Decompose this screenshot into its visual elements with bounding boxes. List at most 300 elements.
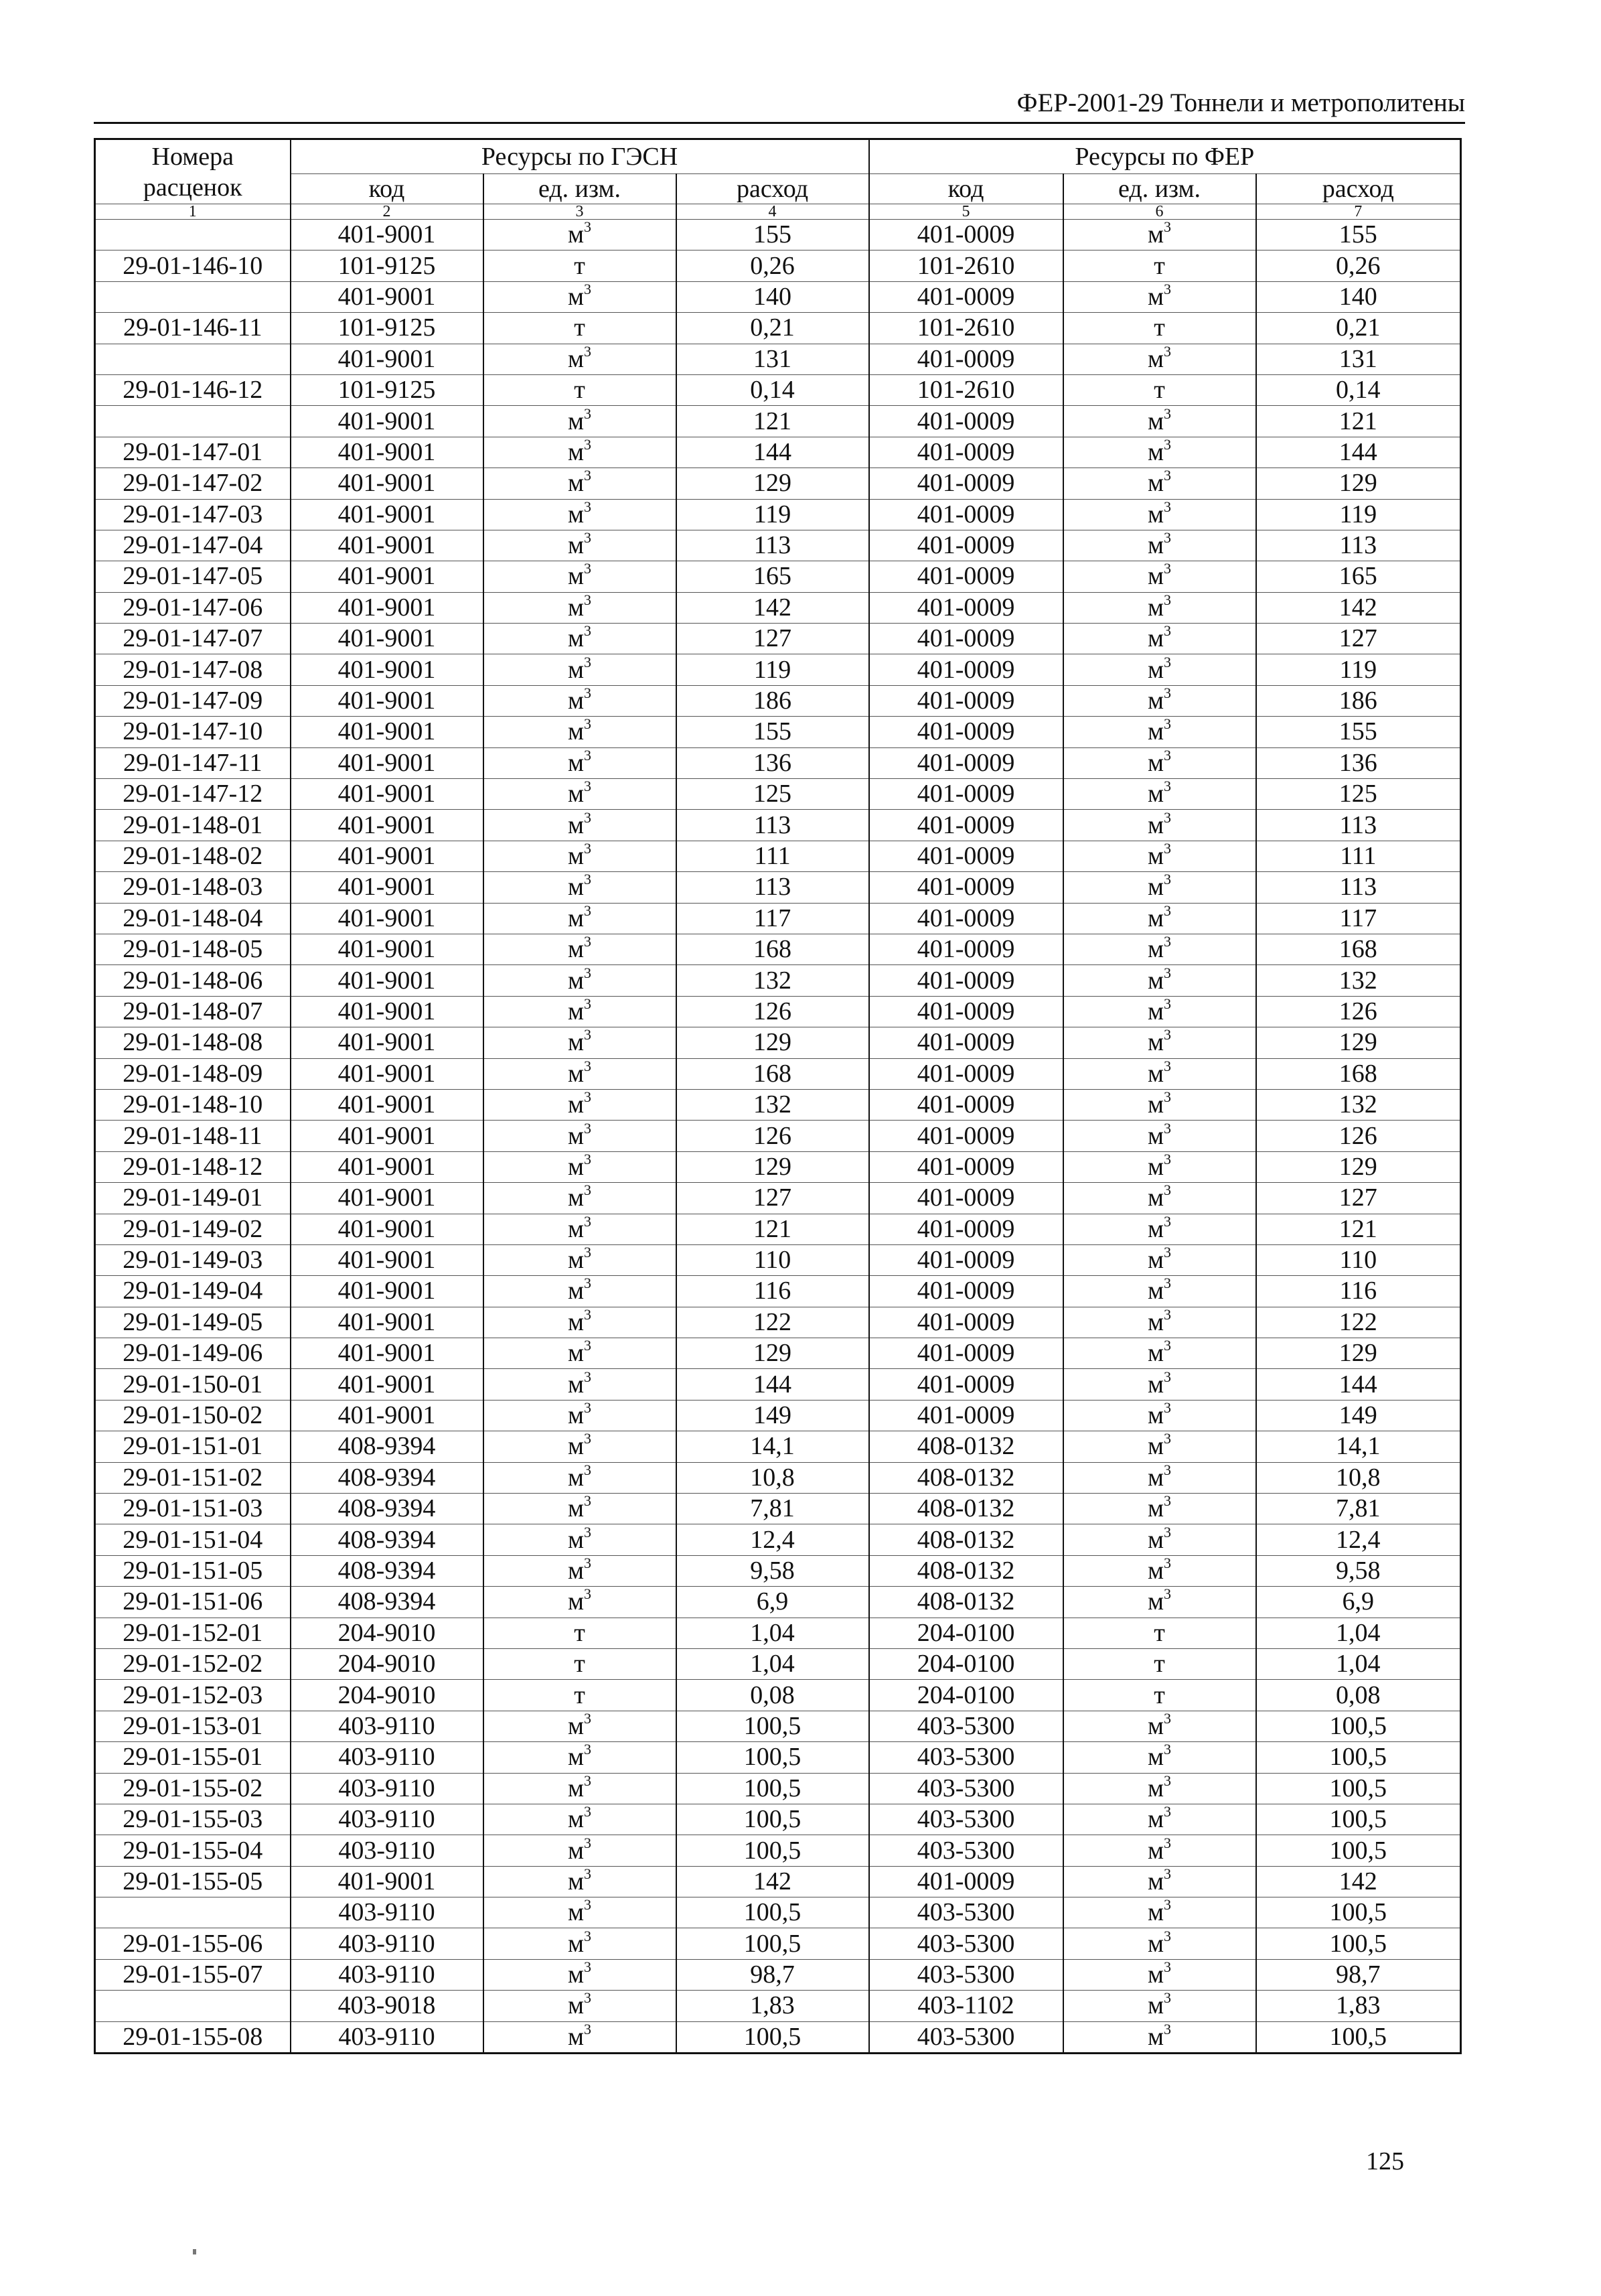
gesn-unit-cell bbox=[483, 1183, 676, 1214]
gesn-unit-text: м bbox=[567, 873, 585, 902]
gesn-unit-text: м bbox=[567, 997, 585, 1025]
gesn-consumption-text: 129 bbox=[753, 1152, 792, 1181]
unit-exponent: 3 bbox=[584, 1866, 592, 1882]
gesn-consumption-cell bbox=[676, 499, 869, 530]
gesn-consumption-text: 9,58 bbox=[750, 1556, 795, 1585]
unit-exponent: 3 bbox=[1164, 592, 1172, 608]
unit-exponent: 3 bbox=[1164, 903, 1172, 919]
gesn-consumption-text: 129 bbox=[753, 1028, 792, 1057]
gesn-unit-text: м bbox=[567, 562, 585, 591]
fer-consumption-text: 132 bbox=[1339, 1090, 1377, 1119]
gesn-consumption-cell bbox=[676, 313, 869, 344]
gesn-code-text: 204-9010 bbox=[337, 1650, 436, 1678]
gesn-code-text: 401-9001 bbox=[337, 687, 436, 715]
fer-unit-text: м bbox=[1148, 1121, 1164, 1150]
unit-exponent: 3 bbox=[584, 1586, 592, 1603]
rate-number-text: 29-01-147-10 bbox=[123, 717, 263, 746]
fer-consumption-cell bbox=[1256, 1648, 1461, 1679]
gesn-unit-cell bbox=[483, 872, 676, 903]
fer-consumption-text: 7,81 bbox=[1336, 1494, 1381, 1523]
gesn-code-text: 401-9001 bbox=[337, 748, 436, 777]
gesn-consumption-text: 110 bbox=[753, 1246, 791, 1275]
rate-number-cell bbox=[95, 1027, 291, 1058]
table-row bbox=[95, 1959, 1461, 1990]
gesn-consumption-text: 132 bbox=[753, 1090, 792, 1119]
fer-unit-text: м bbox=[1148, 407, 1164, 435]
gesn-code-text: 401-9001 bbox=[337, 873, 436, 902]
gesn-unit-cell bbox=[483, 1959, 676, 1990]
fer-code-text: 403-5300 bbox=[917, 2022, 1015, 2051]
fer-unit-text: м bbox=[1148, 748, 1164, 777]
gesn-code-cell bbox=[291, 965, 483, 996]
fer-consumption-text: 149 bbox=[1339, 1401, 1377, 1430]
gesn-unit-cell bbox=[483, 281, 676, 312]
table-row bbox=[95, 1711, 1461, 1741]
column-number: 4 bbox=[676, 204, 869, 220]
fer-consumption-cell bbox=[1256, 872, 1461, 903]
fer-consumption-cell bbox=[1256, 1959, 1461, 1990]
gesn-code-text: 403-9110 bbox=[338, 1743, 435, 1772]
table-row bbox=[95, 1587, 1461, 1618]
unit-exponent: 3 bbox=[584, 437, 592, 453]
table-row bbox=[95, 1991, 1461, 2021]
header-row-groups bbox=[95, 139, 1461, 174]
gesn-code-text: 401-9001 bbox=[337, 500, 436, 528]
rate-number-cell bbox=[95, 1742, 291, 1773]
gesn-code-cell bbox=[291, 1307, 483, 1338]
fer-unit-text: м bbox=[1148, 1339, 1164, 1368]
gesn-unit-cell bbox=[483, 1214, 676, 1244]
gesn-unit-text: м bbox=[567, 1401, 585, 1430]
gesn-consumption-text: 1,83 bbox=[750, 1991, 795, 2020]
gesn-unit-text: м bbox=[567, 1028, 585, 1057]
gesn-unit-cell bbox=[483, 1058, 676, 1089]
unit-exponent: 3 bbox=[584, 1275, 592, 1292]
fer-unit-text: м bbox=[1148, 1898, 1164, 1927]
gesn-unit-cell bbox=[483, 903, 676, 934]
gesn-code-text: 401-9001 bbox=[337, 904, 436, 932]
gesn-code-text: 408-9394 bbox=[337, 1463, 436, 1492]
fer-consumption-cell bbox=[1256, 1928, 1461, 1959]
fer-code-text: 204-0100 bbox=[917, 1650, 1015, 1678]
rate-number-cell bbox=[95, 1276, 291, 1307]
gesn-consumption-cell bbox=[676, 1183, 869, 1214]
gesn-consumption-text: 122 bbox=[753, 1307, 792, 1336]
fer-unit-cell bbox=[1063, 374, 1256, 405]
gesn-code-cell bbox=[291, 2021, 483, 2053]
gesn-consumption-cell bbox=[676, 530, 869, 561]
gesn-unit-cell bbox=[483, 437, 676, 468]
gesn-unit-text: т bbox=[574, 251, 585, 280]
gesn-unit-cell bbox=[483, 717, 676, 747]
fer-unit-cell bbox=[1063, 1524, 1256, 1555]
rate-number-text: 29-01-150-01 bbox=[123, 1370, 263, 1398]
unit-exponent: 3 bbox=[584, 1524, 592, 1540]
fer-code-text: 401-0009 bbox=[917, 1370, 1015, 1398]
unit-exponent: 3 bbox=[1164, 1741, 1172, 1758]
fer-consumption-text: 126 bbox=[1339, 997, 1377, 1025]
unit-exponent: 3 bbox=[1164, 809, 1172, 826]
page-number: 125 bbox=[1366, 2147, 1404, 2175]
fer-code-text: 401-0009 bbox=[917, 562, 1015, 591]
gesn-code-cell bbox=[291, 561, 483, 592]
fer-code-cell bbox=[869, 1214, 1063, 1244]
gesn-unit-text: м bbox=[567, 1929, 585, 1958]
fer-unit-cell bbox=[1063, 1214, 1256, 1244]
gesn-consumption-text: 119 bbox=[753, 655, 791, 684]
rate-number-text: 29-01-155-08 bbox=[123, 2022, 263, 2051]
rate-number-cell bbox=[95, 313, 291, 344]
fer-code-cell bbox=[869, 281, 1063, 312]
fer-unit-text: м bbox=[1148, 904, 1164, 932]
fer-code-cell bbox=[869, 1058, 1063, 1089]
rate-number-text: 29-01-148-06 bbox=[123, 966, 263, 995]
unit-exponent: 3 bbox=[1164, 841, 1172, 857]
fer-code-cell bbox=[869, 1431, 1063, 1462]
fer-code-cell bbox=[869, 779, 1063, 810]
table-row bbox=[95, 717, 1461, 747]
gesn-unit-text: м bbox=[567, 1059, 585, 1088]
table-row bbox=[95, 872, 1461, 903]
fer-code-text: 401-0009 bbox=[917, 1183, 1015, 1212]
gesn-code-cell bbox=[291, 499, 483, 530]
unit-exponent: 3 bbox=[1164, 1524, 1172, 1540]
table-row bbox=[95, 1804, 1461, 1835]
fer-code-header: код bbox=[869, 174, 1063, 204]
table-row bbox=[95, 1524, 1461, 1555]
table-row bbox=[95, 1276, 1461, 1307]
unit-exponent: 3 bbox=[584, 405, 592, 422]
rate-number-text: 29-01-147-12 bbox=[123, 780, 263, 808]
fer-unit-cell bbox=[1063, 1711, 1256, 1741]
gesn-consumption-cell bbox=[676, 2021, 869, 2053]
fer-code-cell bbox=[869, 1897, 1063, 1928]
gesn-consumption-cell bbox=[676, 872, 869, 903]
rate-number-text: 29-01-149-05 bbox=[123, 1307, 263, 1336]
fer-code-text: 401-0009 bbox=[917, 966, 1015, 995]
unit-exponent: 3 bbox=[1164, 1400, 1172, 1417]
fer-consumption-cell bbox=[1256, 965, 1461, 996]
gesn-code-text: 403-9110 bbox=[338, 1960, 435, 1989]
gesn-consumption-text: 0,21 bbox=[750, 313, 795, 342]
fer-unit-cell bbox=[1063, 1991, 1256, 2021]
fer-consumption-cell bbox=[1256, 624, 1461, 654]
fer-unit-cell bbox=[1063, 281, 1256, 312]
gesn-consumption-text: 119 bbox=[753, 500, 791, 528]
fer-code-text: 408-0132 bbox=[917, 1587, 1015, 1616]
gesn-consumption-cell bbox=[676, 1494, 869, 1524]
fer-code-cell bbox=[869, 1524, 1063, 1555]
fer-unit-cell bbox=[1063, 1058, 1256, 1089]
rate-number-text: 29-01-148-04 bbox=[123, 904, 263, 932]
gesn-unit-cell bbox=[483, 1431, 676, 1462]
gesn-consumption-text: 111 bbox=[754, 842, 791, 870]
fer-unit-text: м bbox=[1148, 1929, 1164, 1958]
rate-number-cell bbox=[95, 1587, 291, 1618]
rate-number-text: 29-01-149-06 bbox=[123, 1339, 263, 1368]
fer-unit-text: м bbox=[1148, 687, 1164, 715]
gesn-consumption-text: 121 bbox=[753, 1214, 792, 1243]
gesn-consumption-text: 127 bbox=[753, 624, 792, 653]
gesn-unit-cell bbox=[483, 1587, 676, 1618]
gesn-consumption-text: 100,5 bbox=[743, 1774, 802, 1802]
fer-code-text: 204-0100 bbox=[917, 1618, 1015, 1647]
unit-exponent: 3 bbox=[1164, 1928, 1172, 1944]
gesn-code-cell bbox=[291, 313, 483, 344]
gesn-consumption-cell bbox=[676, 1711, 869, 1741]
fer-unit-cell bbox=[1063, 1244, 1256, 1275]
fer-unit-cell bbox=[1063, 1431, 1256, 1462]
fer-consumption-text: 119 bbox=[1339, 655, 1377, 684]
unit-exponent: 3 bbox=[1164, 1027, 1172, 1044]
unit-exponent: 3 bbox=[584, 1741, 592, 1758]
table-row bbox=[95, 2021, 1461, 2053]
gesn-consumption-text: 129 bbox=[753, 469, 792, 498]
unit-exponent: 3 bbox=[584, 1120, 592, 1137]
fer-consumption-text: 121 bbox=[1339, 407, 1377, 435]
gesn-unit-text: м bbox=[567, 810, 585, 839]
gesn-unit-cell bbox=[483, 1121, 676, 1151]
fer-unit-cell bbox=[1063, 313, 1256, 344]
rate-number-cell bbox=[95, 872, 291, 903]
table-row bbox=[95, 1773, 1461, 1804]
fer-consumption-text: 113 bbox=[1339, 531, 1377, 560]
fer-consumption-text: 100,5 bbox=[1329, 1929, 1387, 1958]
fer-code-cell bbox=[869, 747, 1063, 778]
rate-number-cell bbox=[95, 1089, 291, 1120]
table-row bbox=[95, 685, 1461, 716]
fer-code-text: 403-5300 bbox=[917, 1898, 1015, 1927]
fer-unit-text: м bbox=[1148, 1401, 1164, 1430]
table-row bbox=[95, 779, 1461, 810]
fer-unit-cell bbox=[1063, 1555, 1256, 1586]
gesn-code-cell bbox=[291, 779, 483, 810]
fer-code-text: 101-2610 bbox=[917, 376, 1015, 405]
rate-number-text: 29-01-148-11 bbox=[123, 1121, 262, 1150]
fer-consumption-cell bbox=[1256, 313, 1461, 344]
fer-unit-cell bbox=[1063, 530, 1256, 561]
fer-code-text: 401-0009 bbox=[917, 1307, 1015, 1336]
fer-consumption-text: 100,5 bbox=[1329, 2022, 1387, 2051]
gesn-consumption-cell bbox=[676, 220, 869, 250]
gesn-unit-text: м bbox=[567, 1277, 585, 1305]
table-row bbox=[95, 1494, 1461, 1524]
fer-consumption-cell bbox=[1256, 437, 1461, 468]
unit-exponent: 3 bbox=[1164, 468, 1172, 484]
unit-exponent: 3 bbox=[584, 903, 592, 919]
gesn-unit-text: м bbox=[567, 1090, 585, 1119]
unit-exponent: 3 bbox=[1164, 871, 1172, 888]
rate-number-cell bbox=[95, 1431, 291, 1462]
fer-code-cell bbox=[869, 1462, 1063, 1493]
fer-code-cell bbox=[869, 1742, 1063, 1773]
fer-consumption-cell bbox=[1256, 1711, 1461, 1741]
fer-unit-cell bbox=[1063, 996, 1256, 1027]
rate-number-cell bbox=[95, 220, 291, 250]
fer-unit-text: м bbox=[1148, 2022, 1164, 2051]
gesn-consumption-cell bbox=[676, 1214, 869, 1244]
fer-unit-cell bbox=[1063, 872, 1256, 903]
fer-unit-cell bbox=[1063, 810, 1256, 841]
fer-unit-cell bbox=[1063, 1742, 1256, 1773]
fer-consumption-cell bbox=[1256, 220, 1461, 250]
unit-exponent: 3 bbox=[584, 592, 592, 608]
fer-unit-text: м bbox=[1148, 220, 1164, 249]
fer-code-cell bbox=[869, 1494, 1063, 1524]
unit-exponent: 3 bbox=[1164, 437, 1172, 453]
gesn-code-text: 403-9110 bbox=[338, 1836, 435, 1865]
fer-consumption-text: 10,8 bbox=[1336, 1463, 1381, 1492]
unit-exponent: 3 bbox=[584, 1431, 592, 1447]
gesn-consumption-text: 144 bbox=[753, 437, 792, 466]
table-row bbox=[95, 1121, 1461, 1151]
gesn-code-text: 401-9001 bbox=[337, 1152, 436, 1181]
unit-exponent: 3 bbox=[1164, 654, 1172, 670]
gesn-consumption-text: 100,5 bbox=[743, 2022, 802, 2051]
table-body bbox=[95, 220, 1461, 2054]
fer-consumption-text: 0,14 bbox=[1336, 376, 1381, 405]
fer-consumption-cell bbox=[1256, 1307, 1461, 1338]
unit-exponent: 3 bbox=[584, 1493, 592, 1510]
fer-code-cell bbox=[869, 1773, 1063, 1804]
rate-number-cell bbox=[95, 1959, 291, 1990]
fer-unit-cell bbox=[1063, 1151, 1256, 1182]
fer-code-text: 401-0009 bbox=[917, 842, 1015, 870]
gesn-code-cell bbox=[291, 934, 483, 964]
fer-consumption-cell bbox=[1256, 1244, 1461, 1275]
fer-code-cell bbox=[869, 1804, 1063, 1835]
gesn-consumption-text: 149 bbox=[753, 1401, 792, 1430]
fer-unit-text: м bbox=[1148, 966, 1164, 995]
fer-code-cell bbox=[869, 1400, 1063, 1431]
fer-consumption-cell bbox=[1256, 1027, 1461, 1058]
fer-code-cell bbox=[869, 934, 1063, 964]
gesn-code-cell bbox=[291, 1648, 483, 1679]
unit-exponent: 3 bbox=[1164, 1586, 1172, 1603]
fer-code-text: 408-0132 bbox=[917, 1525, 1015, 1554]
rate-number-text: 29-01-148-12 bbox=[123, 1152, 263, 1181]
table-row bbox=[95, 1183, 1461, 1214]
gesn-unit-cell bbox=[483, 1928, 676, 1959]
gesn-consumption-cell bbox=[676, 1897, 869, 1928]
fer-unit-cell bbox=[1063, 1648, 1256, 1679]
fer-unit-text: т bbox=[1154, 1650, 1165, 1678]
fer-consumption-text: 132 bbox=[1339, 966, 1377, 995]
fer-unit-text: м bbox=[1148, 1307, 1164, 1336]
unit-exponent: 3 bbox=[1164, 1493, 1172, 1510]
unit-exponent: 3 bbox=[1164, 2021, 1172, 2037]
fer-code-text: 101-2610 bbox=[917, 251, 1015, 280]
gesn-consumption-text: 125 bbox=[753, 780, 792, 808]
rate-number-cell bbox=[95, 592, 291, 623]
fer-consumption-text: 186 bbox=[1339, 687, 1377, 715]
fer-code-text: 401-0009 bbox=[917, 344, 1015, 373]
table-row bbox=[95, 561, 1461, 592]
gesn-code-cell bbox=[291, 1276, 483, 1307]
gesn-unit-cell bbox=[483, 344, 676, 374]
fer-code-cell bbox=[869, 654, 1063, 685]
unit-exponent: 3 bbox=[584, 1151, 592, 1167]
fer-code-cell bbox=[869, 2021, 1063, 2053]
gesn-code-text: 408-9394 bbox=[337, 1525, 436, 1554]
fer-code-cell bbox=[869, 1648, 1063, 1679]
rate-number-text: 29-01-148-10 bbox=[123, 1090, 263, 1119]
fer-code-text: 401-0009 bbox=[917, 997, 1015, 1025]
gesn-unit-cell bbox=[483, 934, 676, 964]
fer-code-cell bbox=[869, 374, 1063, 405]
fer-consumption-text: 142 bbox=[1339, 593, 1377, 622]
gesn-code-text: 403-9110 bbox=[338, 1774, 435, 1802]
gesn-code-text: 401-9001 bbox=[337, 220, 436, 249]
table-row bbox=[95, 934, 1461, 964]
gesn-code-text: 401-9001 bbox=[337, 1307, 436, 1336]
unit-exponent: 3 bbox=[584, 468, 592, 484]
table-row bbox=[95, 1400, 1461, 1431]
rate-number-cell bbox=[95, 1214, 291, 1244]
gesn-unit-cell bbox=[483, 747, 676, 778]
gesn-unit-text: м bbox=[567, 282, 585, 311]
table-row bbox=[95, 654, 1461, 685]
gesn-code-text: 401-9001 bbox=[337, 1183, 436, 1212]
gesn-consumption-text: 10,8 bbox=[750, 1463, 795, 1492]
fer-unit-cell bbox=[1063, 561, 1256, 592]
fer-code-text: 401-0009 bbox=[917, 810, 1015, 839]
rate-number-cell bbox=[95, 1151, 291, 1182]
fer-unit-cell bbox=[1063, 406, 1256, 437]
fer-consumption-text: 1,04 bbox=[1336, 1650, 1381, 1678]
fer-consumption-text: 100,5 bbox=[1329, 1711, 1387, 1740]
unit-exponent: 3 bbox=[1164, 1338, 1172, 1354]
fer-code-cell bbox=[869, 406, 1063, 437]
gesn-code-cell bbox=[291, 1524, 483, 1555]
rate-number-cell bbox=[95, 1058, 291, 1089]
fer-consumption-cell bbox=[1256, 406, 1461, 437]
fer-consumption-cell bbox=[1256, 1587, 1461, 1618]
fer-consumption-text: 129 bbox=[1339, 1028, 1377, 1057]
gesn-code-text: 401-9001 bbox=[337, 655, 436, 684]
rate-number-cell bbox=[95, 1369, 291, 1400]
rate-number-text: 29-01-148-01 bbox=[123, 810, 263, 839]
gesn-unit-text: м bbox=[567, 1711, 585, 1740]
fer-code-cell bbox=[869, 313, 1063, 344]
fer-unit-text: м bbox=[1148, 873, 1164, 902]
fer-unit-text: м bbox=[1148, 1183, 1164, 1212]
unit-exponent: 3 bbox=[1164, 1368, 1172, 1385]
gesn-unit-cell bbox=[483, 965, 676, 996]
unit-exponent: 3 bbox=[584, 1368, 592, 1385]
rate-number-cell bbox=[95, 1897, 291, 1928]
gesn-consumption-cell bbox=[676, 1742, 869, 1773]
fer-code-text: 401-0009 bbox=[917, 1121, 1015, 1150]
gesn-consumption-cell bbox=[676, 685, 869, 716]
rate-number-text: 29-01-149-04 bbox=[123, 1277, 263, 1305]
gesn-code-cell bbox=[291, 1400, 483, 1431]
gesn-unit-cell bbox=[483, 313, 676, 344]
fer-consumption-text: 140 bbox=[1339, 282, 1377, 311]
unit-exponent: 3 bbox=[1164, 716, 1172, 733]
fer-consumption-text: 100,5 bbox=[1329, 1805, 1387, 1834]
fer-code-text: 401-0009 bbox=[917, 655, 1015, 684]
fer-code-cell bbox=[869, 903, 1063, 934]
fer-unit-text: м bbox=[1148, 624, 1164, 653]
fer-unit-cell bbox=[1063, 965, 1256, 996]
gesn-consumption-cell bbox=[676, 1400, 869, 1431]
unit-exponent: 3 bbox=[584, 1027, 592, 1044]
unit-exponent: 3 bbox=[584, 1928, 592, 1944]
fer-unit-text: м bbox=[1148, 1152, 1164, 1181]
fer-code-cell bbox=[869, 250, 1063, 281]
unit-exponent: 3 bbox=[584, 716, 592, 733]
